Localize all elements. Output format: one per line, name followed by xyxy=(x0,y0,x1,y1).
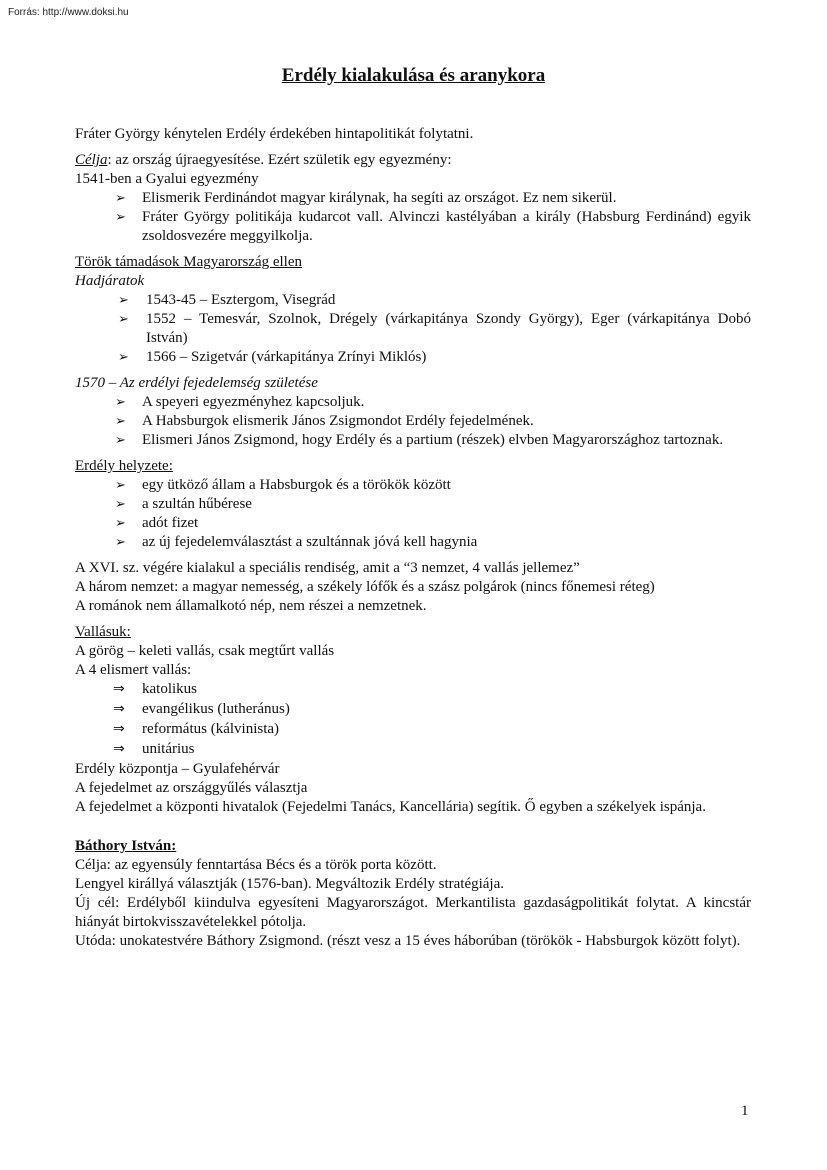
list-item: ➢ egy ütköző állam a Habsburgok és a törökök között xyxy=(115,477,451,493)
list-item: ➢ 1552 – Temesvár, Szolnok, Drégely (várkapitánya Szondy György), Eger (várkapitánya Dobó István) xyxy=(118,311,751,346)
vallasuk-line2: A 4 elismert vallás: xyxy=(75,662,192,678)
arrow-bullet-icon: ➢ xyxy=(118,293,129,308)
torok-subheading: Hadjáratok xyxy=(75,273,145,289)
bathory-section xyxy=(75,837,751,951)
list-item: ⇒ evangélikus (lutheránus) xyxy=(113,701,290,717)
arrow-bullet-icon: ➢ xyxy=(118,350,129,365)
arrow-bullet-icon: ➢ xyxy=(115,414,126,429)
torok-list xyxy=(75,291,751,367)
list-item: ⇒ unitárius xyxy=(113,741,195,757)
celja-section xyxy=(75,151,751,246)
implies-arrow-icon: ⇒ xyxy=(113,681,125,697)
bathory-heading: Báthory István: xyxy=(75,838,177,854)
page-number: 1 xyxy=(741,1103,749,1119)
torok-section xyxy=(75,253,751,367)
list-item: ➢ adót fizet xyxy=(115,515,199,531)
rendiseg-line: A XVI. sz. végére kialakul a speciális rendiség, amit a “3 nemzet, 4 vallás jellemez” xyxy=(75,560,580,576)
list-item: ➢ az új fejedelemválasztást a szultánnak jóvá kell hagynia xyxy=(115,534,478,550)
rendiseg-line: A három nemzet: a magyar nemesség, a székely lófők és a szász polgárok (nincs főnemesi réteg) xyxy=(75,579,655,595)
bathory-line: Lengyel királlyá választják (1576-ban). Megváltozik Erdély stratégiája. xyxy=(75,876,505,892)
celja-line2: 1541-ben a Gyalui egyezmény xyxy=(75,171,259,187)
helyzete-heading: Erdély helyzete: xyxy=(75,458,173,474)
arrow-bullet-icon: ➢ xyxy=(115,210,126,225)
vallasuk-after-line: Erdély központja – Gyulafehérvár xyxy=(75,761,280,777)
source-header: Forrás: http://www.doksi.hu xyxy=(8,7,129,18)
bathory-line: Új cél: Erdélyből kiindulva egyesíteni Magyarországot. Merkantilista gazdaságpolitikát folytat. A kincstár hiányát birtokvisszavételekkel pótolja. xyxy=(75,895,751,930)
celja-list xyxy=(75,189,751,246)
vallasuk-after-line: A fejedelmet az országgyűlés választja xyxy=(75,780,308,796)
list-item: ➢ a szultán hűbérese xyxy=(115,496,252,512)
vallasuk-list xyxy=(75,680,751,760)
implies-arrow-icon: ⇒ xyxy=(113,741,125,757)
bathory-line: Célja: az egyensúly fenntartása Bécs és a török porta között. xyxy=(75,857,437,873)
arrow-bullet-icon: ➢ xyxy=(115,395,126,410)
helyzete-section xyxy=(75,457,751,552)
intro-paragraph: Fráter György kénytelen Erdély érdekében hintapolitikát folytatni. xyxy=(75,126,474,142)
celja-label: Célja xyxy=(75,152,108,168)
arrow-bullet-icon: ➢ xyxy=(118,312,129,327)
list-item: ⇒ katolikus xyxy=(113,681,197,697)
list-item: ➢ Elismeri János Zsigmond, hogy Erdély és a partium (részek) elvben Magyarországhoz tartoznak. xyxy=(115,432,724,448)
document-title: Erdély kialakulása és aranykora xyxy=(281,65,546,86)
list-item: ➢ 1543-45 – Esztergom, Visegrád xyxy=(118,292,336,308)
list-item: ⇒ református (kálvinista) xyxy=(113,721,280,737)
arrow-bullet-icon: ➢ xyxy=(115,478,126,493)
arrow-bullet-icon: ➢ xyxy=(115,535,126,550)
vallasuk-after-line: A fejedelmet a központi hivatalok (Fejedelmi Tanács, Kancellária) segítik. Ő egyben a székelyek ispánja. xyxy=(75,799,706,815)
list-item: ➢ A Habsburgok elismerik János Zsigmondot Erdély fejedelmének. xyxy=(115,413,534,429)
vallasuk-section xyxy=(75,623,751,817)
rendiseg-section xyxy=(75,559,751,616)
celja-text: : az ország újraegyesítése. Ezért születik egy egyezmény: xyxy=(107,152,452,168)
fejedelemseg-list xyxy=(75,393,751,450)
implies-arrow-icon: ⇒ xyxy=(113,721,125,737)
fejedelemseg-section xyxy=(75,374,751,450)
bathory-line: Utóda: unokatestvére Báthory Zsigmond. (részt vesz a 15 éves háborúban (törökök - Habsburgok között folyt). xyxy=(75,933,741,949)
rendiseg-line: A románok nem államalkotó nép, nem részei a nemzetnek. xyxy=(75,598,427,614)
list-item: ➢ A speyeri egyezményhez kapcsoljuk. xyxy=(115,394,365,410)
vallasuk-heading: Vallásuk: xyxy=(75,624,131,640)
fejedelemseg-heading: 1570 – Az erdélyi fejedelemség születése xyxy=(75,375,318,391)
torok-heading: Török támadások Magyarország ellen xyxy=(75,254,302,270)
helyzete-list xyxy=(75,476,751,552)
list-item: ➢ 1566 – Szigetvár (várkapitánya Zrínyi Miklós) xyxy=(118,349,427,365)
list-item: ➢ Fráter György politikája kudarcot vall. Alvinczi kastélyában a király (Habsburg Ferdinánd) egyik zsoldosvezére meggyilkolja. xyxy=(115,209,751,244)
arrow-bullet-icon: ➢ xyxy=(115,497,126,512)
arrow-bullet-icon: ➢ xyxy=(115,191,126,206)
arrow-bullet-icon: ➢ xyxy=(115,516,126,531)
vallasuk-line1: A görög – keleti vallás, csak megtűrt vallás xyxy=(75,643,335,659)
list-item: ➢ Elismerik Ferdinándot magyar királynak, ha segíti az országot. Ez nem sikerül. xyxy=(115,190,617,206)
implies-arrow-icon: ⇒ xyxy=(113,701,125,717)
document-body xyxy=(75,125,751,951)
arrow-bullet-icon: ➢ xyxy=(115,433,126,448)
